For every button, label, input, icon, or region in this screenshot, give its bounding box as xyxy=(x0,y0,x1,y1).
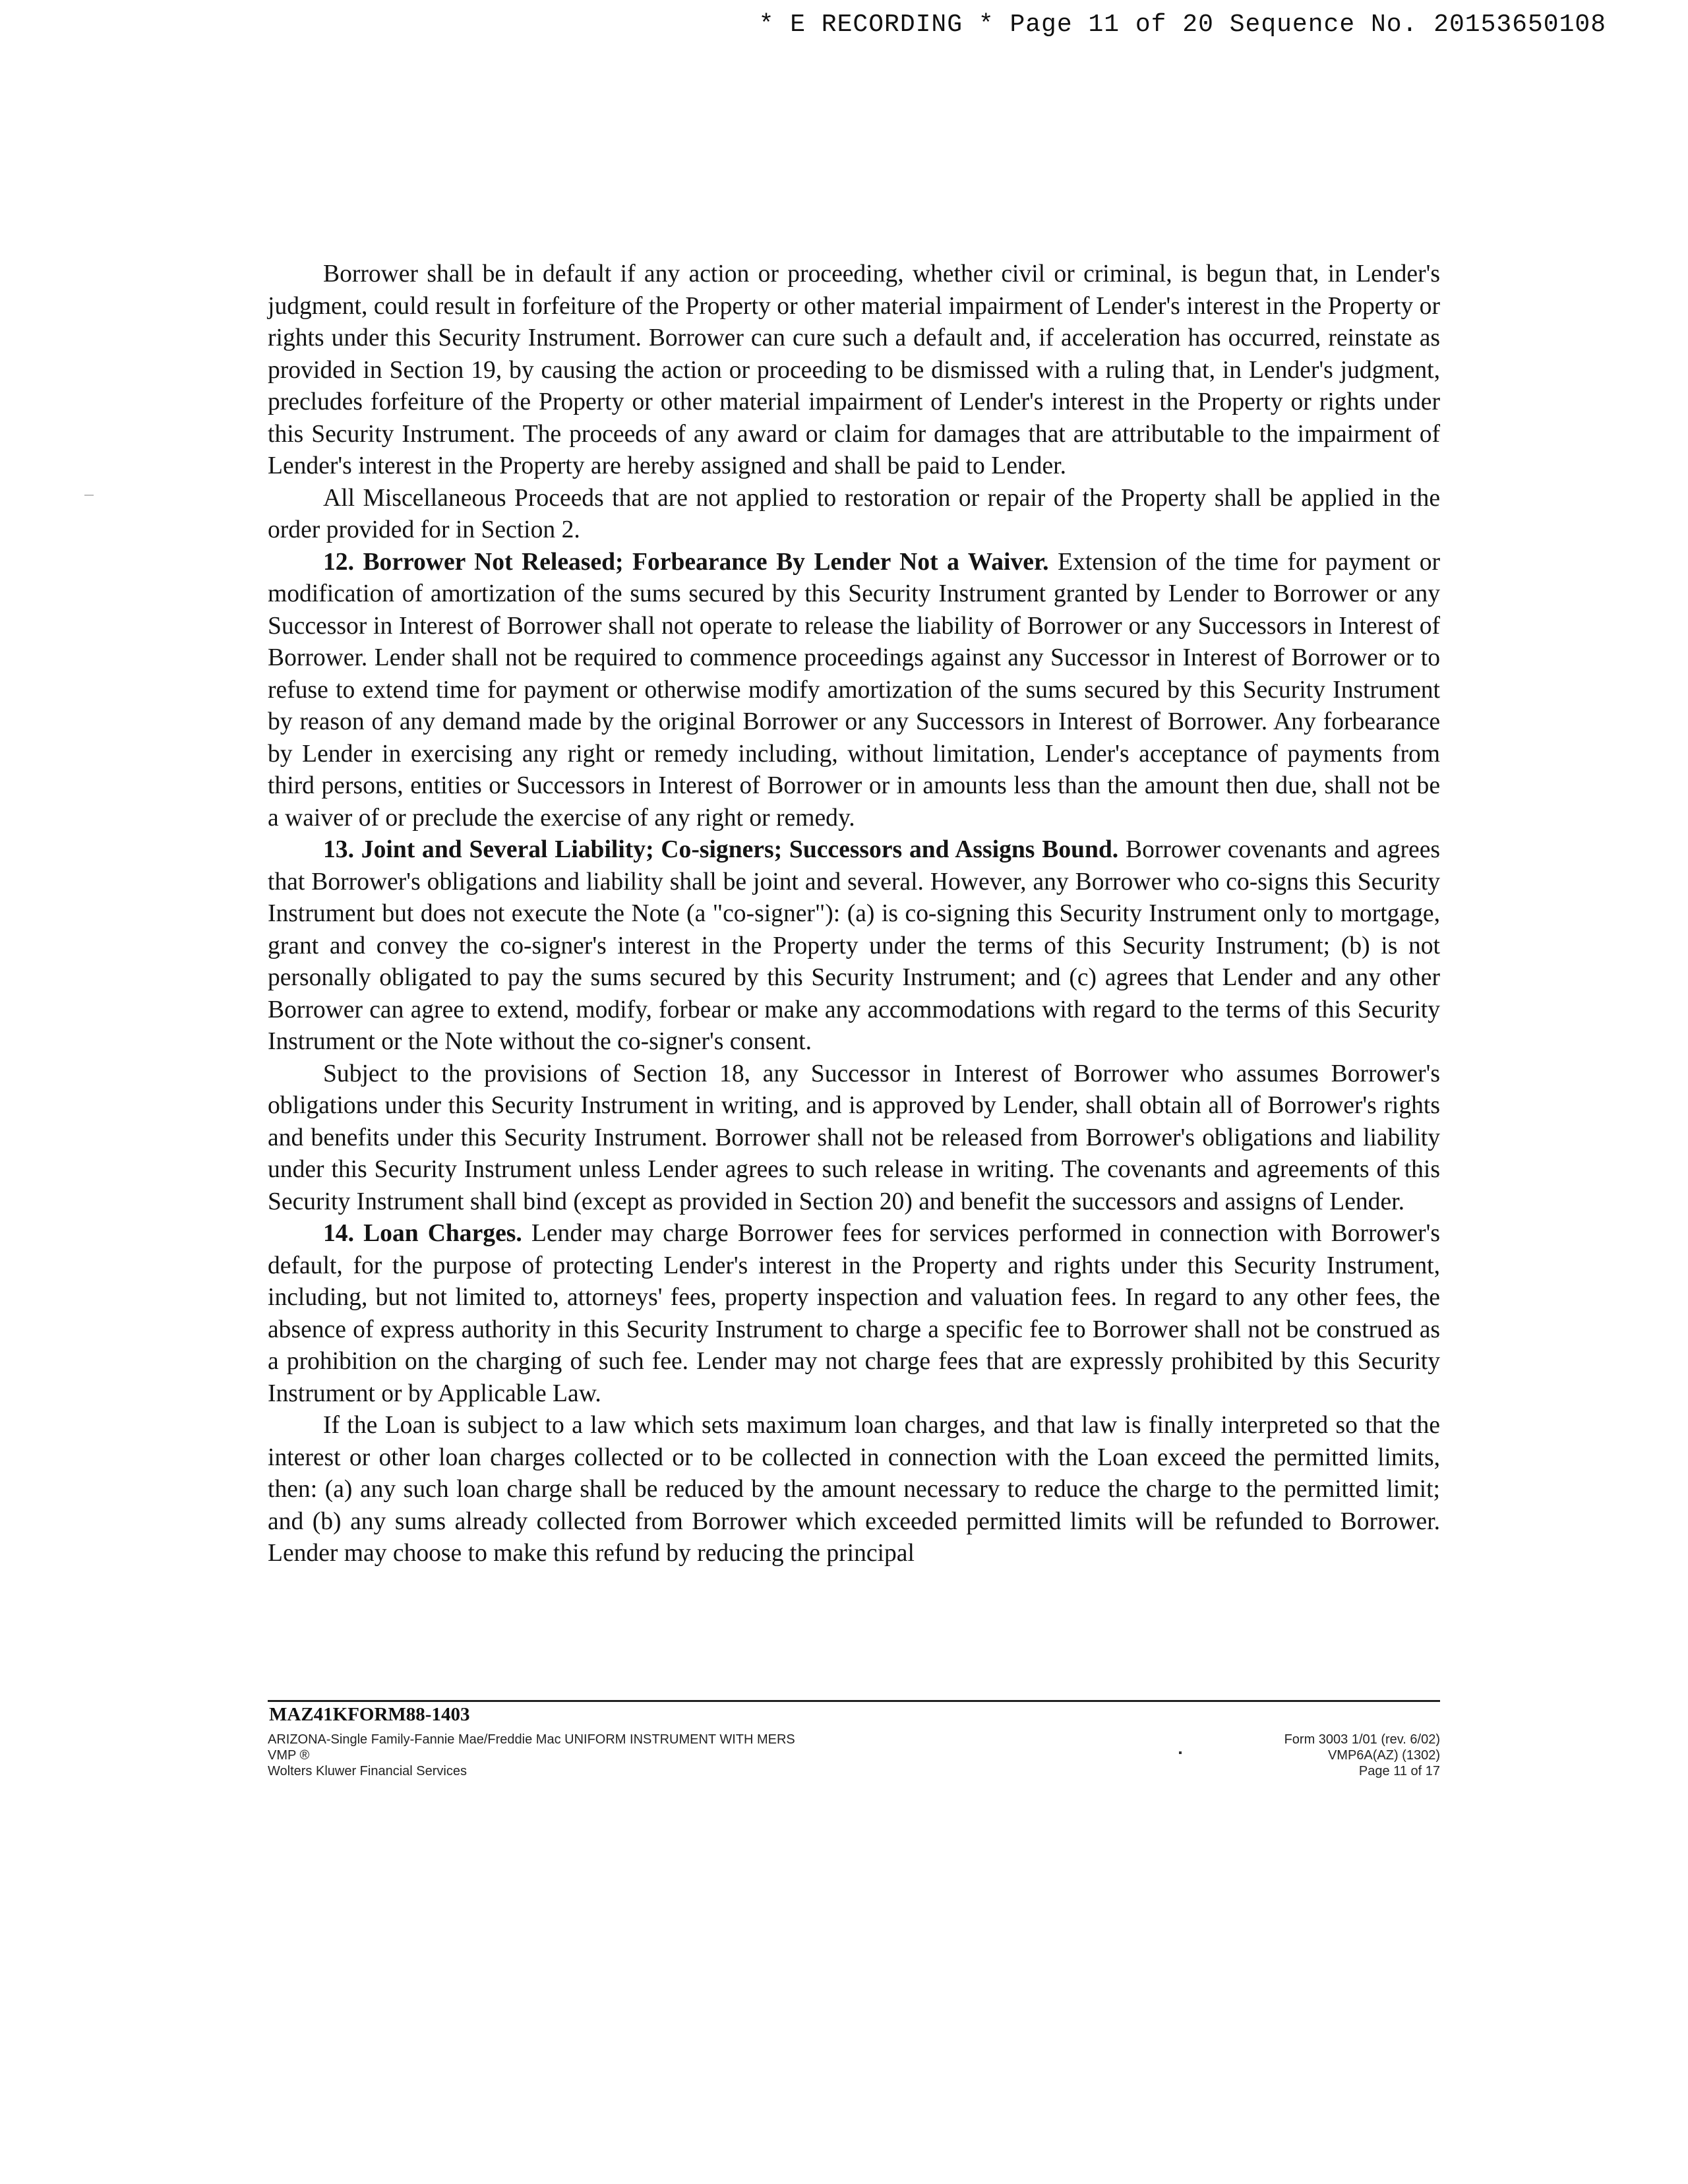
section-14-text: Lender may charge Borrower fees for services performed in connection with Borrower's default, for the purpose of protecting Lender's interest in the Property and rights under this Security Instrument, including, but not limited to, attorneys' fees, property inspection and valuation fees. In regard to any other fees, the absence of express authority in this Security Instrument to charge a specific fee to Borrower shall not be construed as a prohibition on the charging of such fee. Lender may not charge fees that are expressly prohibited by this Security Instrument or by Applicable Law. xyxy=(268,1220,1440,1407)
section-13 xyxy=(268,834,1440,1058)
section-12-heading: 12. Borrower Not Released; Forbearance By Lender Not a Waiver. xyxy=(323,548,1049,576)
paragraph-loan-limits: If the Loan is subject to a law which sets maximum loan charges, and that law is finally interpreted so that the interest or other loan charges collected or to be collected in connection with the Loan exceed the permitted limits, then: (a) any such loan charge shall be reduced by the amount necessary to reduce the charge to the permitted limit; and (b) any sums already collected from Borrower which exceeded permitted limits will be refunded to Borrower. Lender may choose to make this refund by reducing the principal xyxy=(268,1412,1440,1567)
section-14 xyxy=(268,1218,1440,1410)
section-13-text: Borrower covenants and agrees that Borrower's obligations and liability shall be joint and several. However, any Borrower who co-signs this Security Instrument but does not execute the Note (a "co-signer"): (a) is co-signing this Security Instrument only to mortgage, grant and convey the co-signer's interest in the Property under the terms of this Security Instrument; (b) is not personally obligated to pay the sums secured by this Security Instrument; and (c) agrees that Lender and any other Borrower can agree to extend, modify, forbear or make any accommodations with regard to the terms of this Security Instrument or the Note without the co-signer's consent. xyxy=(268,836,1440,1055)
form-number: Form 3003 1/01 (rev. 6/02) xyxy=(1284,1732,1440,1747)
form-title: ARIZONA-Single Family-Fannie Mae/Freddie Mac UNIFORM INSTRUMENT WITH MERS xyxy=(268,1732,795,1747)
vmp-mark: VMP ® xyxy=(268,1748,310,1763)
publisher: Wolters Kluwer Financial Services xyxy=(268,1764,467,1778)
recording-header: * E RECORDING * Page 11 of 20 Sequence No. 20153650108 xyxy=(758,11,1606,39)
footer-dot xyxy=(1179,1751,1182,1754)
paragraph-successor: Subject to the provisions of Section 18, any Successor in Interest of Borrower who assumes Borrower's obligations under this Security Instrument in writing, and is approved by Lender, shall obtain all of Borrower's rights and benefits under this Security Instrument. Borrower shall not be released from Borrower's obligations and liability under this Security Instrument unless Lender agrees to such release in writing. The covenants and agreements of this Security Instrument shall bind (except as provided in Section 20) and benefit the successors and assigns of Lender. xyxy=(268,1060,1440,1215)
footer-divider xyxy=(268,1700,1440,1702)
margin-mark xyxy=(84,495,94,496)
paragraph-default: Borrower shall be in default if any action or proceeding, whether civil or criminal, is begun that, in Lender's judgment, could result in forfeiture of the Property or other material impairment of Lender's interest in the Property or rights under this Security Instrument. Borrower can cure such a default and, if acceleration has occurred, reinstate as provided in Section 19, by causing the action or proceeding to be dismissed with a ruling that, in Lender's judgment, precludes forfeiture of the Property or other material impairment of Lender's interest in the Property or rights under this Security Instrument. The proceeds of any award or claim for damages that are attributable to the impairment of Lender's interest in the Property are hereby assigned and shall be paid to Lender. xyxy=(268,260,1440,479)
section-12 xyxy=(268,547,1440,835)
footer-right xyxy=(1284,1732,1440,1779)
section-14-heading: 14. Loan Charges. xyxy=(323,1220,522,1247)
section-13-heading: 13. Joint and Several Liability; Co-signers; Successors and Assigns Bound. xyxy=(323,836,1119,863)
footer-left xyxy=(268,1732,795,1779)
document-body xyxy=(268,258,1440,1570)
page-number: Page 11 of 17 xyxy=(1358,1764,1440,1778)
section-12-text: Extension of the time for payment or modification of amortization of the sums secured by this Security Instrument granted by Lender to Borrower or any Successor in Interest of Borrower shall not operate to release the liability of Borrower or any Successors in Interest of Borrower. Lender shall not be required to commence proceedings against any Successor in Interest of Borrower or to refuse to extend time for payment or otherwise modify amortization of the sums secured by this Security Instrument by reason of any demand made by the original Borrower or any Successors in Interest of Borrower. Any forbearance by Lender in exercising any right or remedy including, without limitation, Lender's acceptance of payments from third persons, entities or Successors in Interest of Borrower or in amounts less than the amount then due, shall not be a waiver of or preclude the exercise of any right or remedy. xyxy=(268,548,1440,832)
form-version: VMP6A(AZ) (1302) xyxy=(1327,1748,1440,1763)
paragraph-misc-proceeds: All Miscellaneous Proceeds that are not applied to restoration or repair of the Property shall be applied in the order provided for in Section 2. xyxy=(268,484,1440,543)
form-code: MAZ41KFORM88-1403 xyxy=(269,1704,470,1725)
